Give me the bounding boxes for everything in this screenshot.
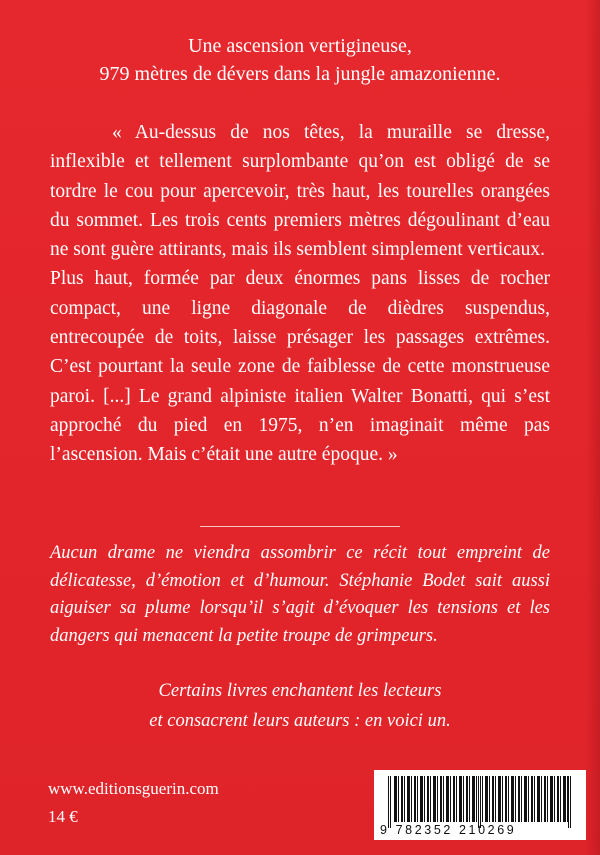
barcode — [374, 770, 586, 840]
tagline — [40, 32, 560, 88]
review-text: Aucun drame ne viendra assombrir ce récit tout empreint de délicatesse, d’émotion et d’humour. Stéphanie Bodet sait aussi aiguiser sa plume lorsqu’il s’agit d’évoquer les tensions et les dangers qui menacent la petite troupe de grimpeurs. — [50, 543, 550, 646]
tagline-line-1: Une ascension vertigineuse, — [188, 35, 412, 57]
excerpt-paragraph-2: Plus haut, formée par deux énormes pans lisses de rocher compact, une ligne diagonale de dièdres suspendus, entrecoupée de toits, laisse présager les passages extrêmes. C’est pourtant la seule zone de faiblesse de cette monstrueuse paroi. [...] Le grand alpiniste italien Walter Bonatti, qui s’est approché du pied en 1975, n’en imaginait même pas l’ascension. Mais c’était une autre époque. » — [50, 268, 550, 466]
cover-edge-shadow — [586, 0, 600, 855]
barcode-guard-middle — [478, 776, 482, 828]
section-divider — [200, 526, 400, 527]
barcode-guard-left — [388, 776, 392, 828]
closing-line-1: Certains livres enchantent les lecteurs — [158, 681, 442, 701]
barcode-digits: 9 782352 210269 — [380, 823, 517, 837]
closing-blurb — [50, 676, 550, 736]
review-blurb — [50, 540, 550, 650]
excerpt-paragraph-1: « Au-dessus de nos têtes, la muraille se dresse, inflexible et tellement surplombante qu’on est obligé de se tordre le cou pour apercevoir, très haut, les tourelles orangées du sommet. Les trois cents premiers mètres dégoulinant d’eau ne sont guère attirants, mais ils semblent simplement verticaux. — [50, 122, 550, 261]
publisher-website: www.editionsguerin.com — [48, 779, 219, 798]
book-price: 14 € — [48, 807, 78, 826]
book-excerpt — [50, 118, 550, 470]
barcode-guard-right — [568, 776, 572, 828]
closing-line-2: et consacrent leurs auteurs : en voici un. — [149, 711, 451, 731]
tagline-line-2: 979 mètres de dévers dans la jungle amazonienne. — [99, 63, 501, 85]
